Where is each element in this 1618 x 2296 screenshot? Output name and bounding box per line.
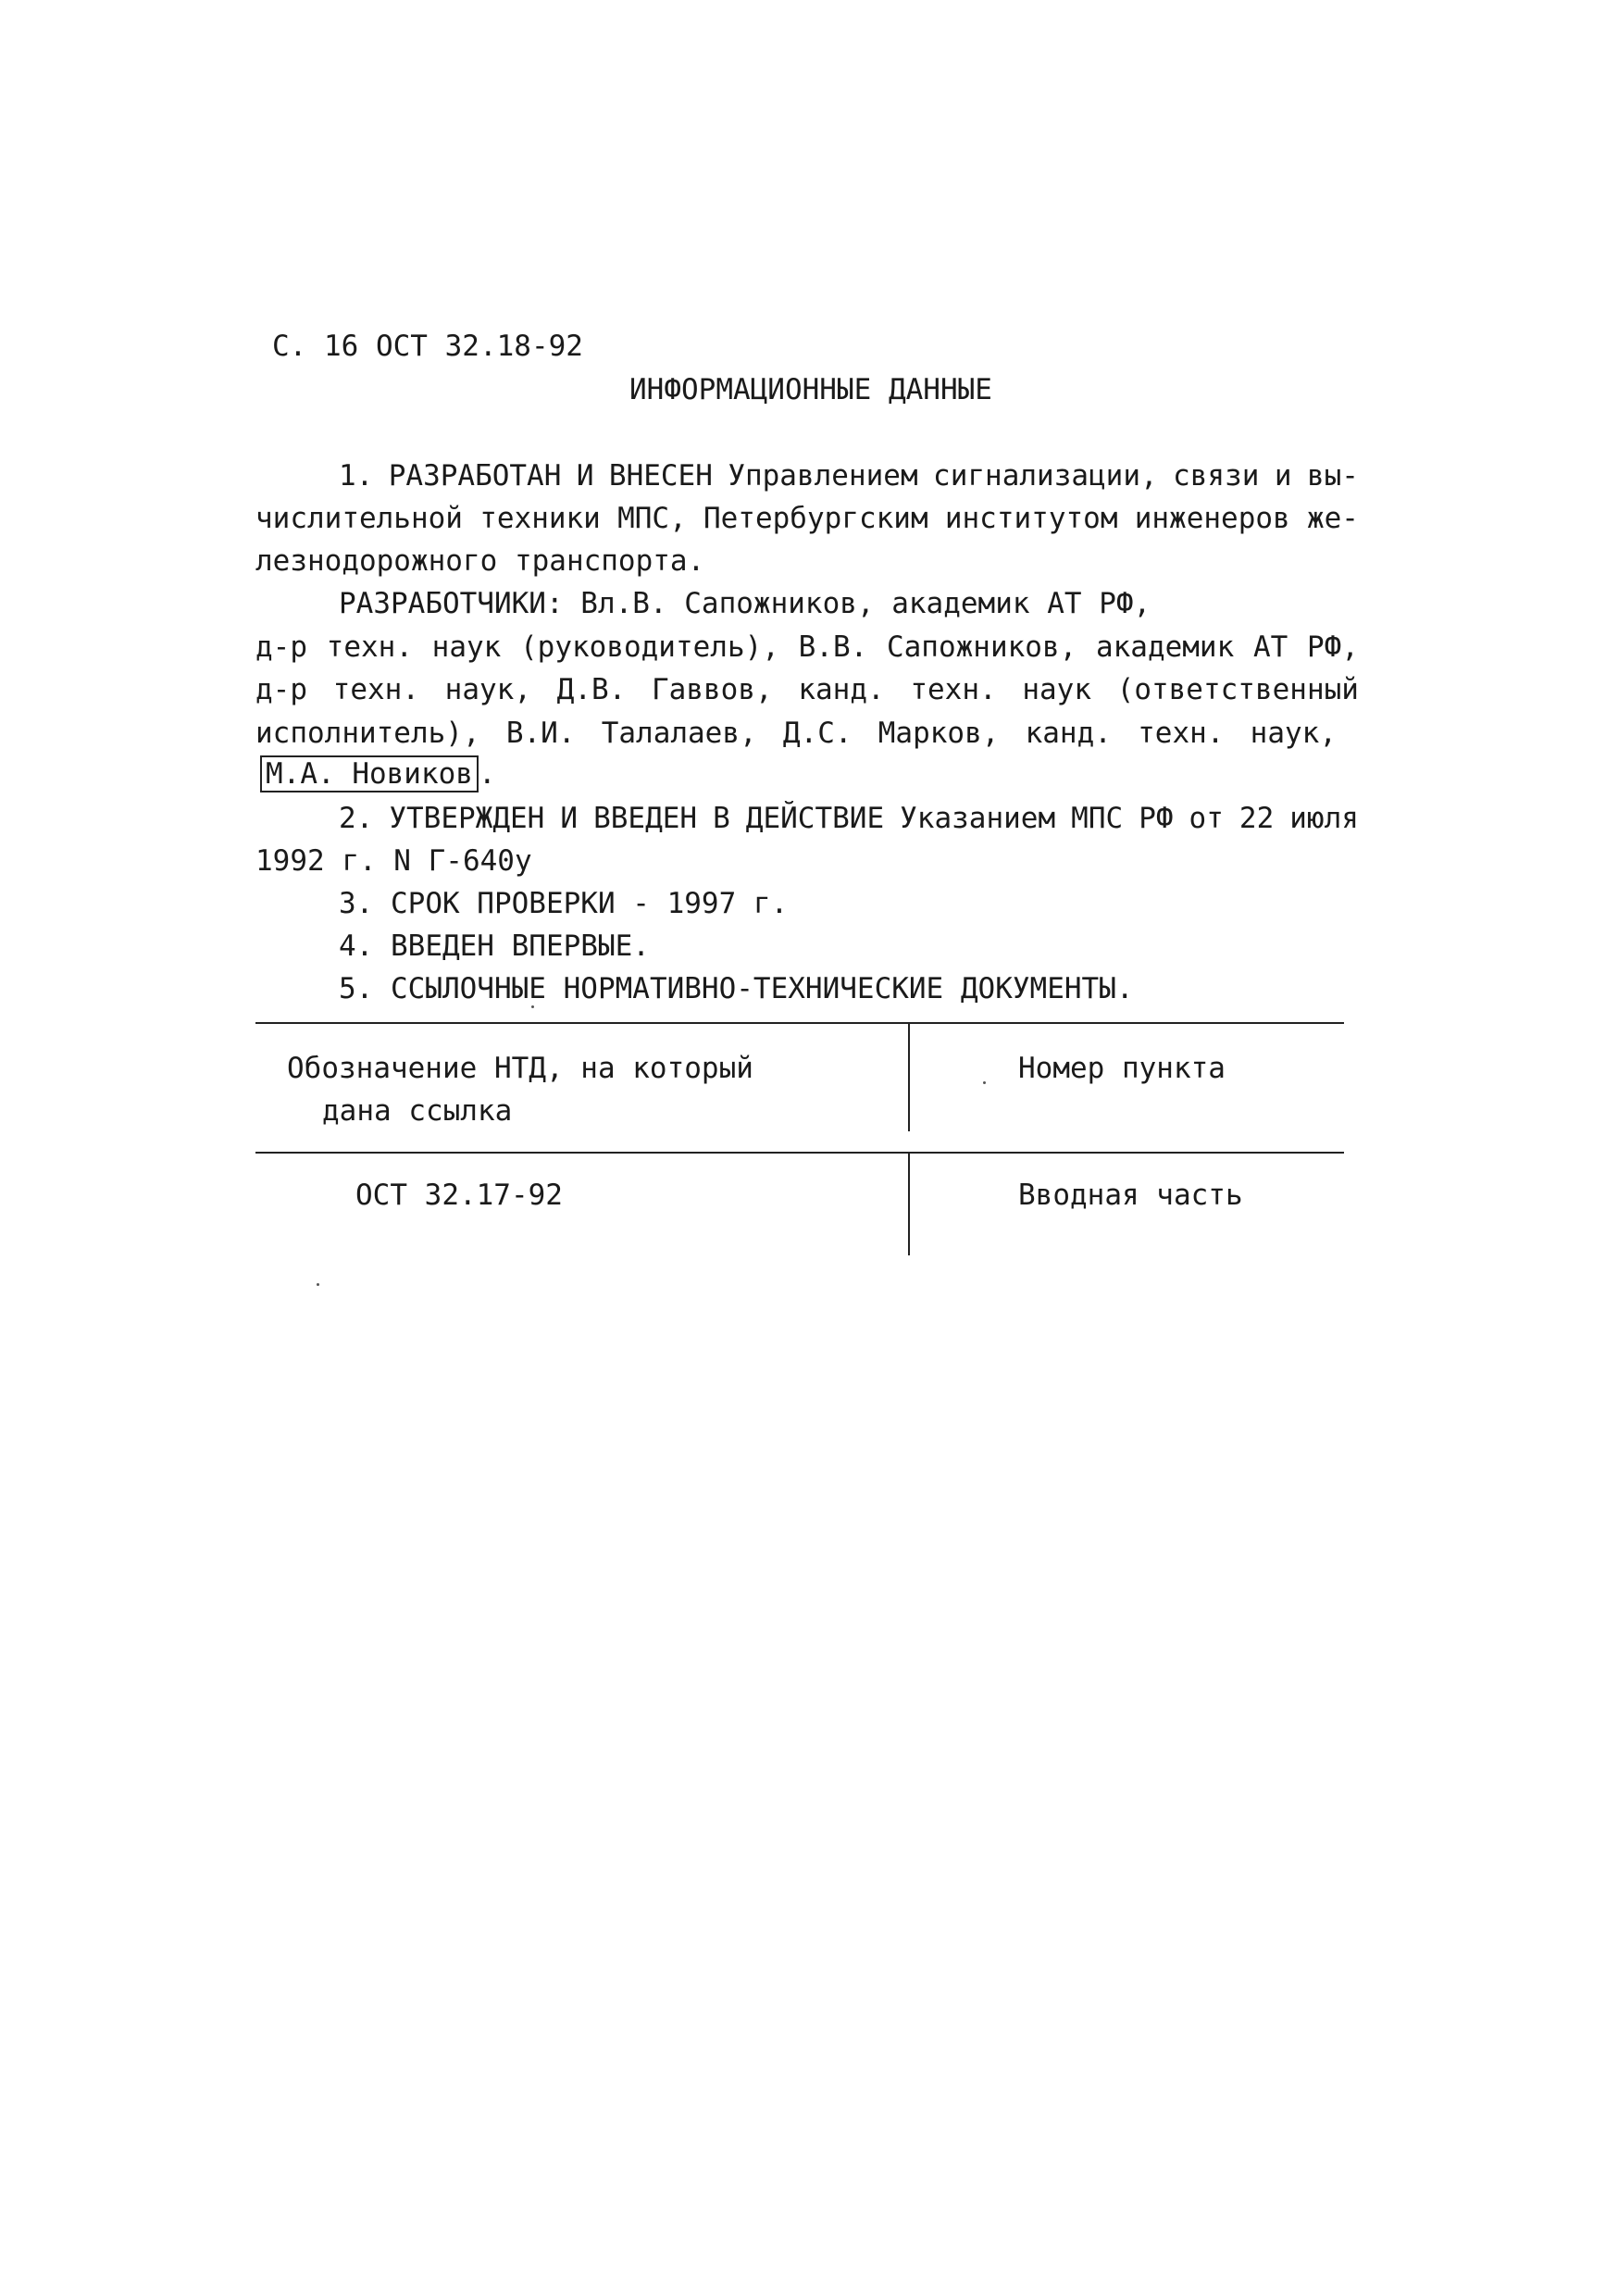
word: (ответственный bbox=[1116, 673, 1359, 706]
word: УТВЕРЖДЕН bbox=[389, 802, 545, 835]
word: Гаввов, bbox=[652, 673, 773, 706]
word: Талалаев, bbox=[601, 717, 757, 750]
scan-speck bbox=[317, 1283, 319, 1286]
word: Петербургским bbox=[703, 502, 928, 535]
word: Управлением bbox=[728, 459, 918, 493]
word: наук bbox=[1022, 673, 1091, 706]
item1-line1 bbox=[339, 459, 1359, 493]
developers-line1: РАЗРАБОТЧИКИ: Вл.В. Сапожников, академик АТ РФ, bbox=[339, 587, 1151, 620]
developers-line4 bbox=[255, 717, 1337, 750]
word: Марков, bbox=[877, 717, 1000, 750]
word: и bbox=[1274, 459, 1292, 493]
word: канд. bbox=[1025, 717, 1112, 750]
word: Д.В. bbox=[556, 673, 627, 706]
word: техники bbox=[479, 502, 601, 535]
page-header-code: С. 16 ОСТ 32.18-92 bbox=[272, 330, 583, 363]
word: И bbox=[576, 459, 594, 493]
word: д-р bbox=[255, 630, 307, 664]
developers-line5 bbox=[260, 757, 496, 791]
word: д-р bbox=[255, 673, 307, 706]
word: техн. bbox=[1138, 717, 1225, 750]
word: от bbox=[1189, 802, 1224, 835]
word: вы- bbox=[1306, 459, 1359, 493]
word: ВВЕДЕН bbox=[593, 802, 698, 835]
word: исполнитель), bbox=[255, 717, 480, 750]
word: Сапожников, bbox=[886, 630, 1077, 664]
word: наук, bbox=[1250, 717, 1337, 750]
word: техн. bbox=[910, 673, 997, 706]
word: (руководитель), bbox=[520, 630, 779, 664]
word: инженеров bbox=[1134, 502, 1290, 535]
word: В.И. bbox=[505, 717, 576, 750]
word: РФ bbox=[1139, 802, 1174, 835]
document-title: ИНФОРМАЦИОННЫЕ ДАННЫЕ bbox=[629, 373, 992, 406]
word: 22 bbox=[1238, 802, 1275, 835]
word: И bbox=[560, 802, 579, 835]
table-header-clause: Номер пункта bbox=[1018, 1052, 1226, 1085]
word: наук bbox=[431, 630, 502, 664]
word: академик bbox=[1095, 630, 1235, 664]
item2-line1 bbox=[339, 802, 1359, 835]
item5-reference-docs: 5. ССЫЛОЧНЫЕ НОРМАТИВНО-ТЕХНИЧЕСКИЕ ДОКУМЕНТЫ. bbox=[339, 972, 1134, 1005]
word: июля bbox=[1289, 802, 1359, 835]
developers-line2 bbox=[255, 630, 1359, 664]
table-row-clause: Вводная часть bbox=[1018, 1179, 1243, 1212]
word: ДЕЙСТВИЕ bbox=[745, 802, 885, 835]
boxed-name-stamp: М.А. Новиков bbox=[260, 755, 479, 792]
item1-line3: лезнодорожного транспорта. bbox=[255, 544, 705, 578]
word: МПС, bbox=[617, 502, 687, 535]
table-header-designation-line1: Обозначение НТД, на который bbox=[287, 1052, 753, 1085]
developers-last-suffix: . bbox=[478, 757, 496, 791]
word: связи bbox=[1173, 459, 1260, 493]
word: МПС bbox=[1071, 802, 1124, 835]
word: РФ, bbox=[1306, 630, 1359, 664]
scan-speck bbox=[983, 1081, 986, 1084]
word: сигнализации, bbox=[933, 459, 1158, 493]
word: институтом bbox=[944, 502, 1118, 535]
scan-speck bbox=[531, 1005, 534, 1008]
word: 1. bbox=[339, 459, 374, 493]
table-top-rule bbox=[255, 1022, 1344, 1024]
word: В.В. bbox=[798, 630, 868, 664]
word: РАЗРАБОТАН bbox=[388, 459, 562, 493]
word: 2. bbox=[339, 802, 374, 835]
item3-review-term: 3. СРОК ПРОВЕРКИ - 1997 г. bbox=[339, 887, 789, 920]
table-header-designation-line2: дана ссылка bbox=[322, 1094, 513, 1128]
word: наук, bbox=[444, 673, 531, 706]
item1-line2 bbox=[255, 502, 1359, 535]
word: Д.С. bbox=[782, 717, 853, 750]
word: техн. bbox=[326, 630, 413, 664]
word: же- bbox=[1306, 502, 1359, 535]
table-header-rule bbox=[255, 1152, 1344, 1154]
word: АТ bbox=[1252, 630, 1288, 664]
table-row-designation: ОСТ 32.17-92 bbox=[355, 1179, 563, 1212]
word: Указанием bbox=[900, 802, 1056, 835]
word: ВНЕСЕН bbox=[608, 459, 713, 493]
item4-first-introduced: 4. ВВЕДЕН ВПЕРВЫЕ. bbox=[339, 930, 650, 963]
word: техн. bbox=[332, 673, 419, 706]
table-divider-header bbox=[908, 1022, 910, 1131]
developers-line3 bbox=[255, 673, 1359, 706]
word: канд. bbox=[798, 673, 885, 706]
word: числительной bbox=[255, 502, 463, 535]
table-divider-body bbox=[908, 1152, 910, 1255]
item2-line2: 1992 г. N Г-640у bbox=[255, 844, 532, 878]
word: В bbox=[713, 802, 730, 835]
